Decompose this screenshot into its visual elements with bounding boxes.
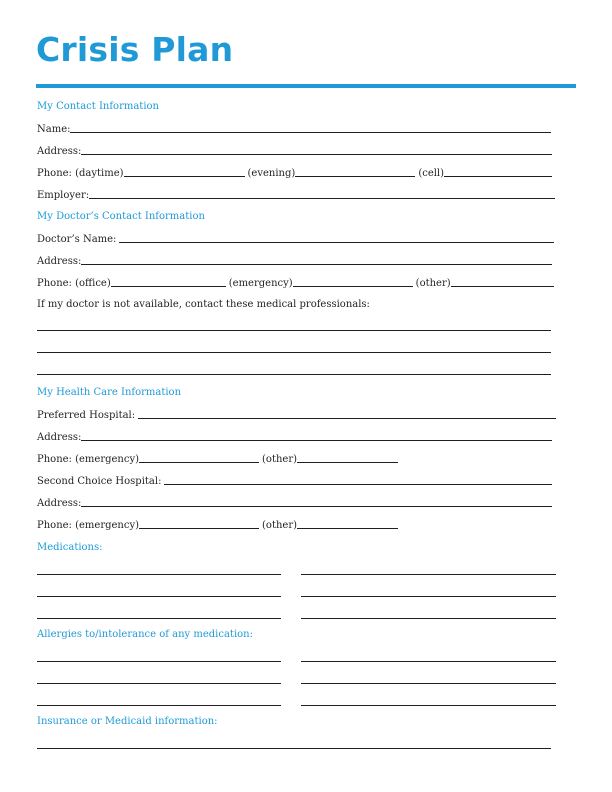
doctor-phone-emergency-label: (emergency)	[228, 278, 293, 289]
section-heading-contact: My Contact Information	[37, 101, 159, 112]
doctor-phone-row	[37, 277, 554, 289]
allergy-line[interactable]	[301, 683, 556, 684]
phone-evening-label: (evening)	[247, 168, 296, 179]
second-hospital-phone-emergency-label: Phone: (emergency)	[37, 520, 140, 531]
hospital-address-label: Address:	[37, 432, 82, 443]
hospital-address-row	[37, 431, 552, 443]
employer-label: Employer:	[37, 190, 90, 201]
preferred-hospital-label: Preferred Hospital:	[37, 410, 136, 421]
medication-line[interactable]	[37, 618, 281, 619]
allergy-line[interactable]	[37, 683, 281, 684]
insurance-line[interactable]	[37, 748, 551, 749]
allergy-line[interactable]	[301, 661, 556, 662]
doctor-name-row	[37, 233, 554, 245]
medication-line[interactable]	[301, 596, 556, 597]
second-hospital-label: Second Choice Hospital:	[37, 476, 162, 487]
section-heading-health: My Health Care Information	[37, 387, 182, 398]
doctor-name-label: Doctor’s Name:	[37, 234, 117, 245]
employer-field[interactable]	[89, 198, 555, 199]
doctor-address-label: Address:	[37, 256, 82, 267]
doctor-name-field[interactable]	[119, 242, 554, 243]
preferred-hospital-row	[37, 409, 556, 421]
phone-cell-field[interactable]	[444, 176, 552, 177]
section-heading-doctor: My Doctor’s Contact Information	[37, 211, 205, 222]
hospital-address-field[interactable]	[81, 440, 552, 441]
medication-line[interactable]	[301, 618, 556, 619]
name-row	[37, 123, 551, 135]
allergy-line[interactable]	[37, 661, 281, 662]
second-hospital-address-label: Address:	[37, 498, 82, 509]
address-row	[37, 145, 552, 157]
second-hospital-address-row	[37, 497, 552, 509]
employer-row	[37, 189, 555, 201]
doctor-phone-office-field[interactable]	[111, 286, 226, 287]
second-hospital-phone-other-label: (other)	[262, 520, 297, 531]
second-hospital-phone-other-field[interactable]	[297, 528, 398, 529]
medication-line[interactable]	[301, 574, 556, 575]
hospital-phone-emergency-field[interactable]	[139, 462, 259, 463]
medication-line[interactable]	[37, 574, 281, 575]
hospital-phone-row	[37, 453, 398, 465]
second-hospital-phone-emergency-field[interactable]	[139, 528, 259, 529]
medication-line[interactable]	[37, 596, 281, 597]
doctor-address-field[interactable]	[81, 264, 552, 265]
doctor-phone-office-label: Phone: (office)	[37, 278, 111, 289]
page-title: Crisis Plan	[36, 30, 234, 69]
name-field[interactable]	[70, 132, 551, 133]
doctor-phone-other-label: (other)	[415, 278, 451, 289]
title-rule	[36, 84, 576, 88]
address-field[interactable]	[81, 154, 552, 155]
allergy-line[interactable]	[301, 705, 556, 706]
doctor-address-row	[37, 255, 552, 267]
hospital-phone-emergency-label: Phone: (emergency)	[37, 454, 140, 465]
section-heading-allergies: Allergies to/intolerance of any medication:	[37, 629, 253, 640]
phone-daytime-field[interactable]	[124, 176, 245, 177]
phone-cell-label: (cell)	[418, 168, 445, 179]
hospital-phone-other-label: (other)	[262, 454, 297, 465]
phone-evening-field[interactable]	[295, 176, 415, 177]
section-heading-insurance: Insurance or Medicaid information:	[37, 716, 218, 727]
doctor-note: If my doctor is not available, contact these medical professionals:	[37, 299, 370, 310]
second-hospital-address-field[interactable]	[81, 506, 552, 507]
second-hospital-phone-row	[37, 519, 398, 531]
doctor-phone-other-field[interactable]	[451, 286, 554, 287]
name-label: Name:	[37, 124, 71, 135]
other-professional-line-3[interactable]	[37, 374, 551, 375]
other-professional-line-2[interactable]	[37, 352, 551, 353]
second-hospital-field[interactable]	[164, 484, 552, 485]
doctor-phone-emergency-field[interactable]	[293, 286, 413, 287]
address-label: Address:	[37, 146, 82, 157]
second-hospital-row	[37, 475, 552, 487]
other-professional-line-1[interactable]	[37, 330, 551, 331]
preferred-hospital-field[interactable]	[138, 418, 556, 419]
phone-row	[37, 167, 552, 179]
allergy-line[interactable]	[37, 705, 281, 706]
hospital-phone-other-field[interactable]	[297, 462, 398, 463]
phone-daytime-label: Phone: (daytime)	[37, 168, 124, 179]
section-heading-medications: Medications:	[37, 542, 103, 553]
